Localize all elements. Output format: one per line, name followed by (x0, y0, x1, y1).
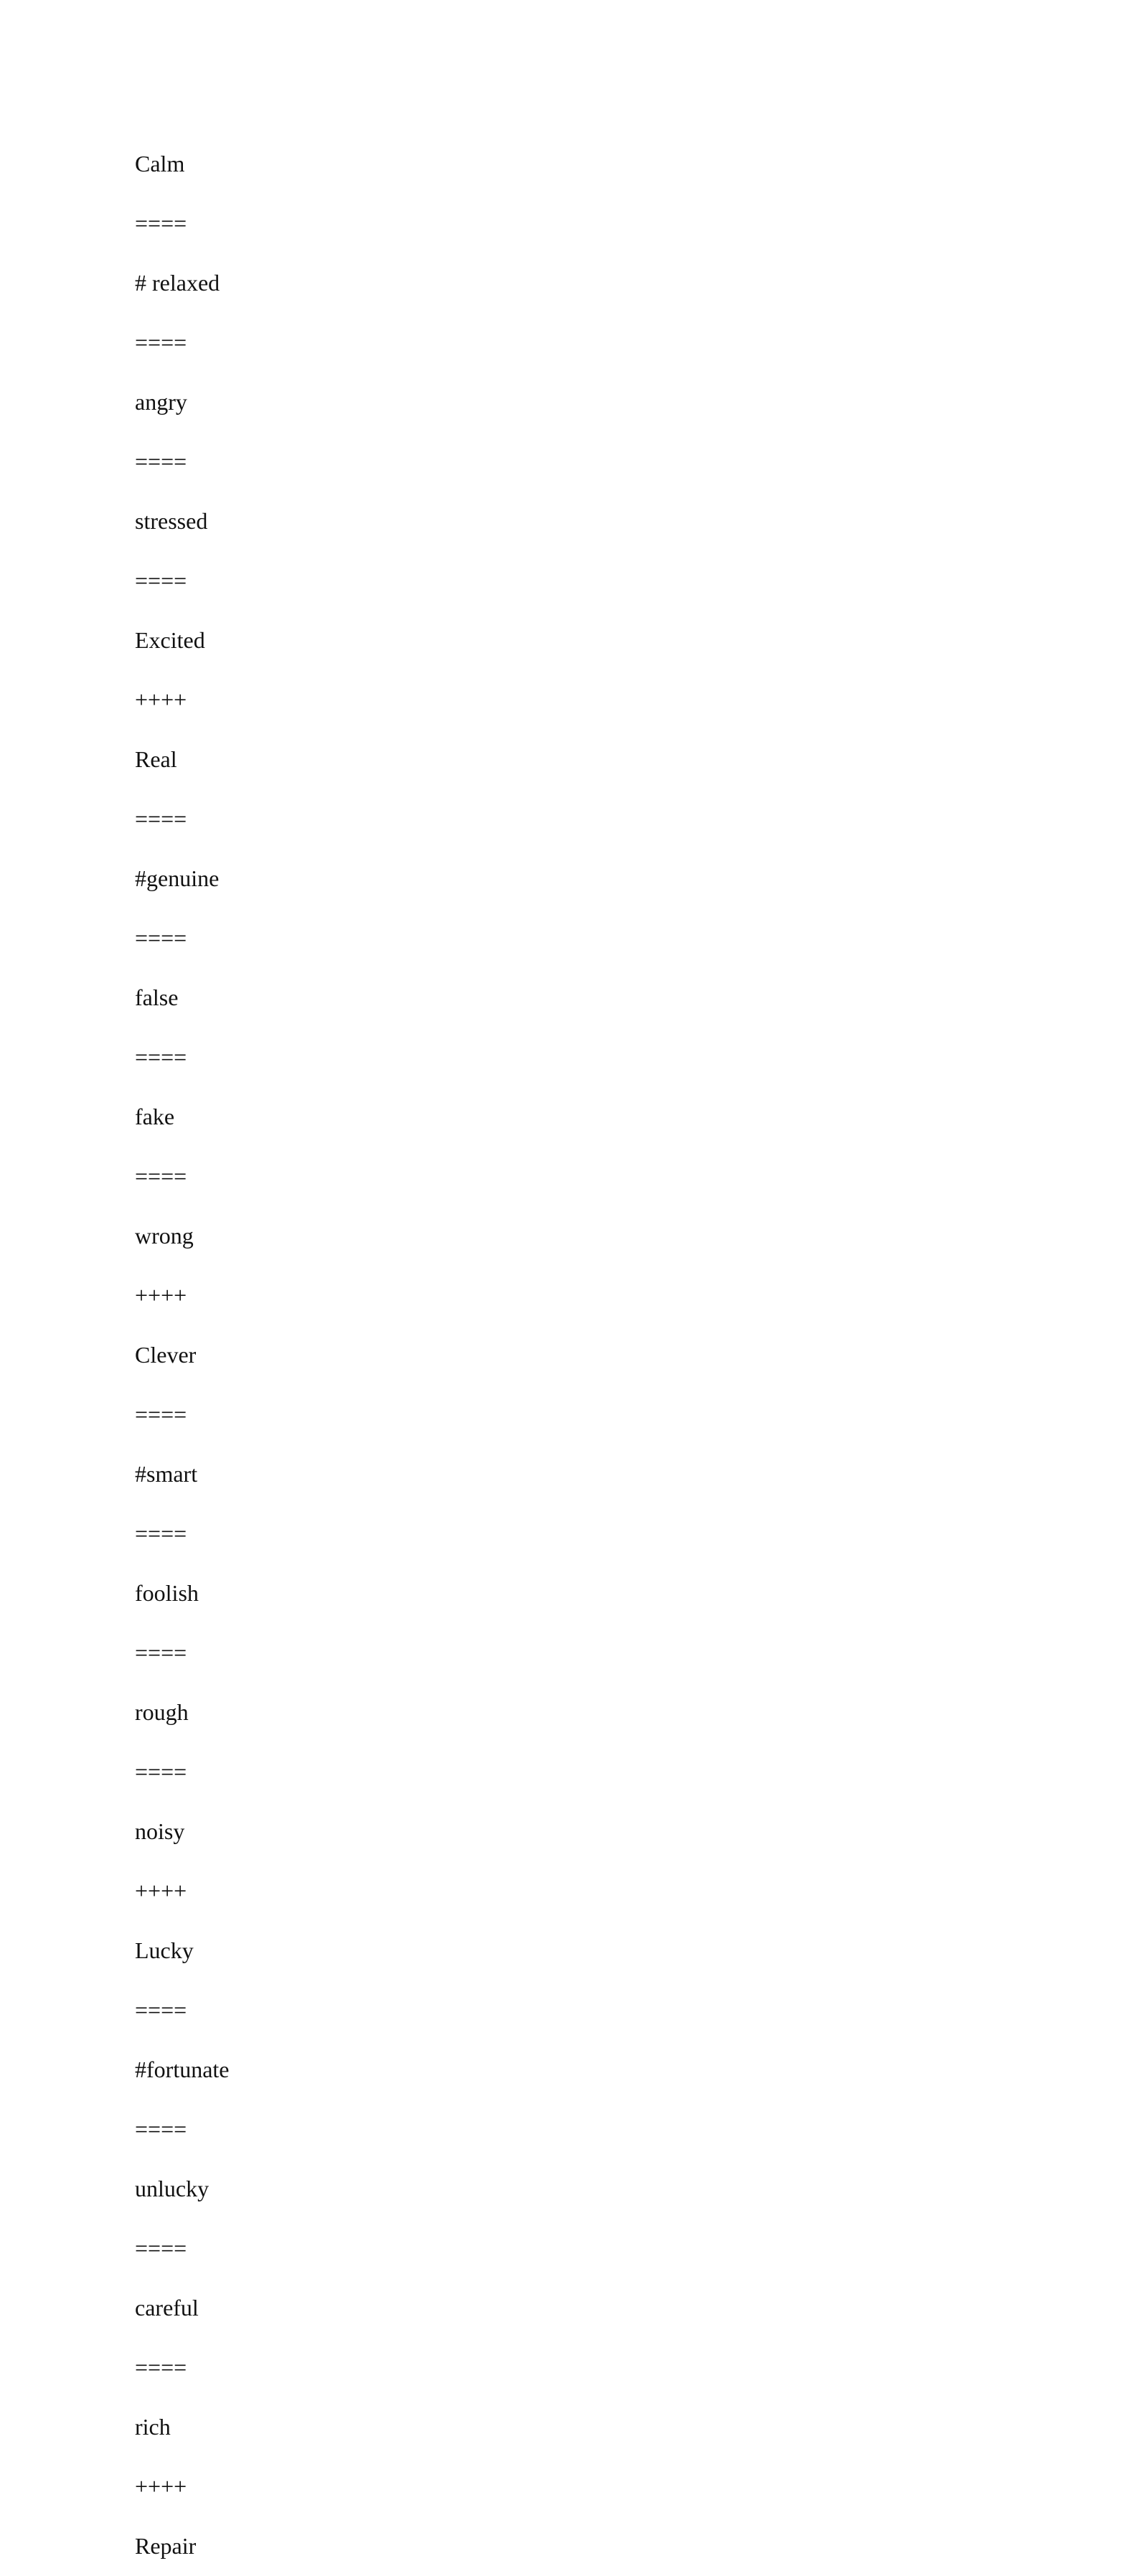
separator-plus: ++++ (135, 1878, 187, 1904)
separator-equals: ==== (135, 806, 187, 832)
word-line: Clever (135, 1342, 197, 1368)
separator-equals: ==== (135, 2235, 187, 2261)
tag-line: # relaxed (135, 270, 220, 296)
word-line: careful (135, 2295, 199, 2321)
word-line: noisy (135, 1818, 185, 1844)
word-line: angry (135, 389, 187, 415)
separator-equals: ==== (135, 2354, 187, 2380)
separator-equals: ==== (135, 568, 187, 593)
separator-equals: ==== (135, 1640, 187, 1665)
word-line: Real (135, 746, 177, 772)
separator-equals: ==== (135, 1520, 187, 1546)
separator-equals: ==== (135, 2116, 187, 2142)
separator-plus: ++++ (135, 1282, 187, 1308)
word-line: stressed (135, 508, 208, 534)
separator-plus: ++++ (135, 2473, 187, 2499)
tag-line: #genuine (135, 865, 220, 891)
separator-plus: ++++ (135, 687, 187, 713)
word-line: false (135, 984, 179, 1010)
separator-equals: ==== (135, 925, 187, 951)
word-line: Calm (135, 151, 185, 177)
separator-equals: ==== (135, 448, 187, 474)
word-line: rich (135, 2414, 171, 2440)
word-list (135, 134, 230, 2576)
word-line: unlucky (135, 2176, 210, 2201)
separator-equals: ==== (135, 1997, 187, 2023)
separator-equals: ==== (135, 329, 187, 355)
separator-equals: ==== (135, 1759, 187, 1785)
word-line: fake (135, 1104, 175, 1129)
separator-equals: ==== (135, 1044, 187, 1070)
word-line: Repair (135, 2533, 197, 2559)
word-line: rough (135, 1699, 189, 1725)
word-line: foolish (135, 1580, 199, 1606)
separator-equals: ==== (135, 1163, 187, 1189)
word-line: Lucky (135, 1937, 194, 1963)
separator-equals: ==== (135, 1401, 187, 1427)
word-line: wrong (135, 1223, 194, 1249)
tag-line: #smart (135, 1461, 198, 1487)
word-line: Excited (135, 627, 205, 653)
separator-equals: ==== (135, 210, 187, 236)
tag-line: #fortunate (135, 2056, 230, 2082)
